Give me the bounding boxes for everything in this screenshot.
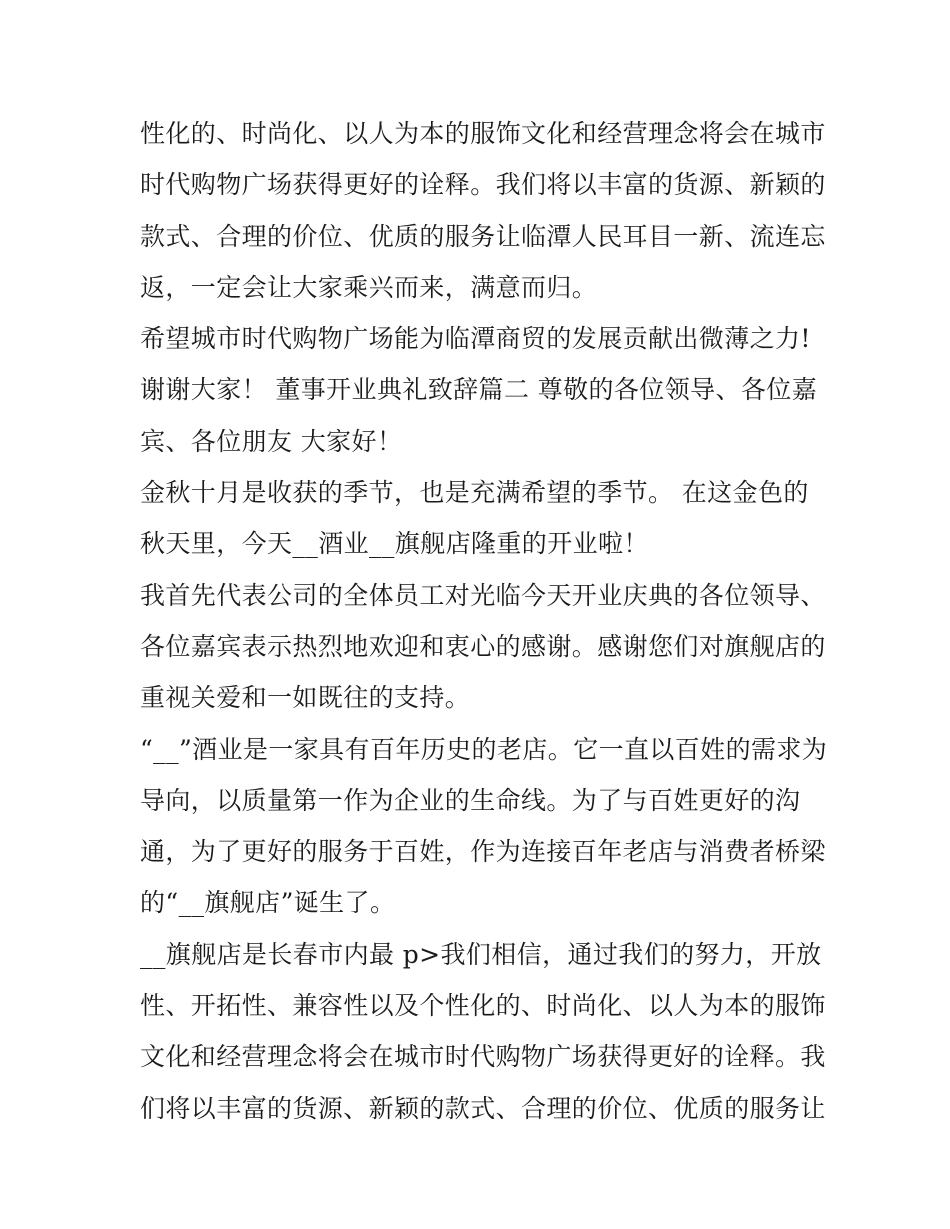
- text-line: 希望城市时代购物广场能为临潭商贸的发展贡献出微薄之力!: [140, 324, 811, 354]
- text-line: 款式、合理的价位、优质的服务让临潭人民耳目一新、流连忘: [140, 221, 826, 251]
- text-line: 文化和经营理念将会在城市时代购物广场获得更好的诠释。我: [140, 1042, 826, 1072]
- text-line: 重视关爱和一如既往的支持。: [140, 683, 471, 713]
- text-line: 时代购物广场获得更好的诠释。我们将以丰富的货源、新颖的: [140, 170, 826, 200]
- text-line: 宾、各位朋友 大家好！: [140, 426, 403, 456]
- text-line: 返，一定会让大家乘兴而来，满意而归。: [140, 272, 598, 302]
- text-line: 秋天里，今天__酒业__旗舰店隆重的开业啦！: [140, 529, 649, 559]
- text-line: 我首先代表公司的全体员工对光临今天开业庆典的各位领导、: [140, 580, 826, 610]
- text-line: 导向，以质量第一作为企业的生命线。为了与百姓更好的沟: [140, 785, 801, 815]
- text-line: 性、开拓性、兼容性以及个性化的、时尚化、以人为本的服饰: [140, 991, 826, 1021]
- text-line: 性化的、时尚化、以人为本的服饰文化和经营理念将会在城市: [140, 119, 826, 148]
- text-line: 各位嘉宾表示热烈地欢迎和衷心的感谢。感谢您们对旗舰店的: [140, 631, 826, 661]
- text-line: 金秋十月是收获的季节，也是充满希望的季节。 在这金色的: [140, 478, 809, 508]
- text-line: 们将以丰富的货源、新颖的款式、合理的价位、优质的服务让: [140, 1093, 826, 1123]
- text-line: 谢谢大家！ 董事开业典礼致辞篇二 尊敬的各位领导、各位嘉: [140, 375, 818, 405]
- text-line: 的“__旗舰店”诞生了。: [140, 888, 396, 918]
- text-line: “__”酒业是一家具有百年历史的老店。它一直以百姓的需求为: [140, 734, 828, 764]
- text-line: __旗舰店是长春市内最 p>我们相信，通过我们的努力，开放: [140, 939, 822, 969]
- document-body: [140, 108, 828, 1134]
- text-line: 通，为了更好的服务于百姓，作为连接百年老店与消费者桥梁: [140, 837, 826, 867]
